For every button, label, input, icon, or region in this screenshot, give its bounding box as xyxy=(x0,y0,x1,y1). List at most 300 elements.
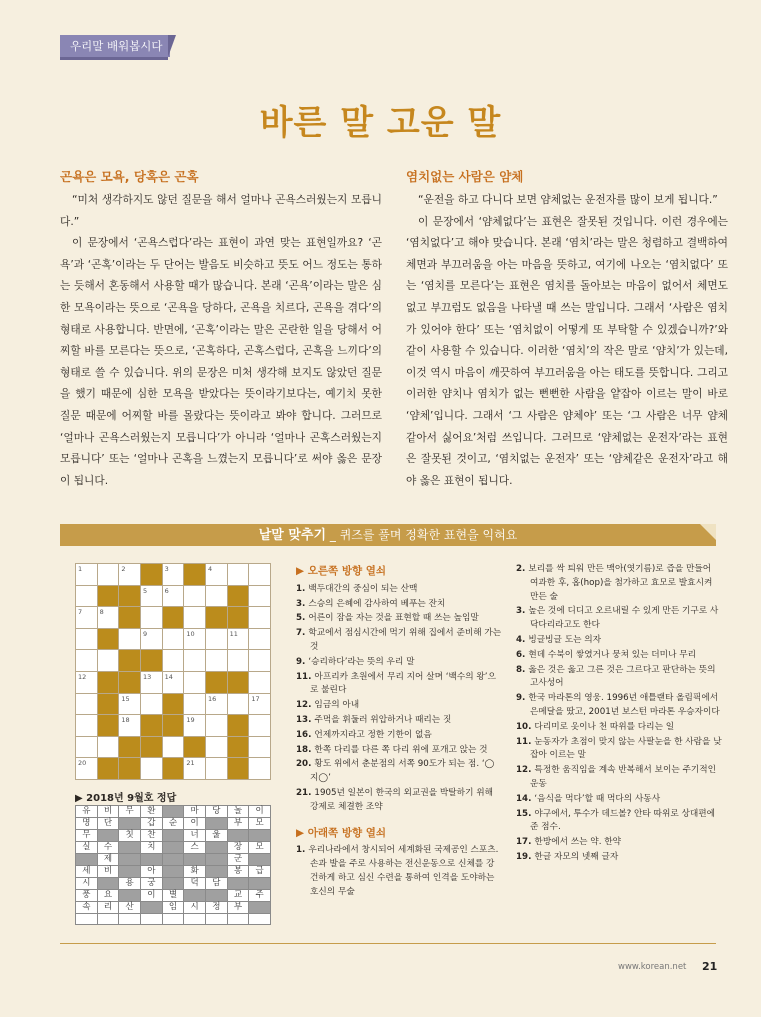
right-article-body: 이 문장에서 ‘얌체없다’는 표현은 잘못된 것입니다. 이런 경우에는 ‘염치없다’고 해야 맞습니다. 본래 ‘염치’라는 말은 청렴하고 결백하여 체면과 부끄러움을 아는 마음을 뜻하고, 여기에 나오는 ‘염치없다’ 또는 ‘염치를 모른다’는 표현은 염치를 돌아보는 마음이 없어서 체면도 없고 부끄럼도 없음을 나타낼 때 쓰는 말입니다. 그래서 ‘사람은 염치가 있어야 한다’ 또는 ‘염치없이 어떻게 또 부탁할 수 있겠습니까?’와 같이 사용할 수 있습니다. 이러한 ‘염치’의 작은 말로 ‘얌치’가 있는데, 이것 역시 마음이 깨끗하여 부끄러움을 아는 태도를 뜻합니다. 그리고 이러한 얌치나 염치가 없는 뻔뻔한 사람을 얕잡아 이르는 말이 바로 ‘얌체’입니다. 그래서 ‘그 사람은 얌체야’ 또는 ‘그 사람은 너무 얌체 같아서 싫어요’처럼 쓰입니다. 그러므로 ‘얌체없는 운전자’라는 표현은 잘못된 것이고, ‘염치없는 운전자’ 또는 ‘얌체같은 운전자’라고 해야 옳은 표현이 됩니다. xyxy=(406,214,728,487)
grid-cell[interactable] xyxy=(206,586,228,608)
answer-cell: 봉 xyxy=(228,866,250,878)
clues-column-left xyxy=(296,563,502,901)
answer-cell: 치 xyxy=(141,842,163,854)
footer-url: www.korean.net xyxy=(618,962,687,972)
clue-number: 8. xyxy=(516,664,529,675)
clue-text: 야구에서, 투수가 데드볼? 안타 따위로 상대편에 준 점수. xyxy=(530,808,716,833)
answer-cell: 요 xyxy=(98,890,120,902)
answer-cell: 이 xyxy=(184,818,206,830)
clue-text: 임금의 아내 xyxy=(314,700,360,711)
grid-cell[interactable] xyxy=(228,629,250,651)
grid-cell-blocked xyxy=(119,607,141,629)
grid-cell-blocked xyxy=(141,715,163,737)
clue-text: 옳은 것은 옳고 그른 것은 그르다고 판단하는 뜻의 고사성어 xyxy=(528,664,716,689)
clue-text: ‘음식을 먹다’할 때 먹다의 사동사 xyxy=(534,793,661,804)
grid-cell[interactable] xyxy=(98,650,120,672)
answer-cell: 이 xyxy=(249,806,271,818)
answer-cell xyxy=(119,914,141,925)
grid-cell[interactable] xyxy=(249,650,271,672)
answer-cell xyxy=(249,902,271,914)
clue-number: 20. xyxy=(296,759,315,770)
answer-cell xyxy=(249,830,271,842)
grid-cell-blocked xyxy=(141,564,163,586)
grid-cell-number: 7 xyxy=(78,608,83,617)
grid-cell[interactable] xyxy=(184,629,206,651)
footer-rule xyxy=(60,943,716,944)
grid-cell[interactable] xyxy=(184,607,206,629)
clues-column-right xyxy=(516,563,722,866)
answer-cell: 칫 xyxy=(119,830,141,842)
answer-cell: 비 xyxy=(98,866,120,878)
answer-cell: 부 xyxy=(228,902,250,914)
grid-cell[interactable] xyxy=(163,586,185,608)
clue-item xyxy=(516,851,722,865)
grid-cell[interactable] xyxy=(119,564,141,586)
answer-cell xyxy=(163,866,185,878)
clue-text: 스승의 은혜에 감사하여 베푸는 잔치 xyxy=(308,598,446,609)
answer-cell xyxy=(184,854,206,866)
grid-cell[interactable] xyxy=(76,607,98,629)
answer-cell xyxy=(141,902,163,914)
grid-cell-blocked xyxy=(119,737,141,759)
answer-cell: 리 xyxy=(98,902,120,914)
answer-cell xyxy=(206,842,228,854)
grid-cell-blocked xyxy=(119,650,141,672)
clue-text: 학교에서 점심시간에 먹기 위해 집에서 준비해 가는 것 xyxy=(308,628,502,652)
grid-cell[interactable] xyxy=(249,586,271,608)
grid-cell[interactable] xyxy=(163,737,185,759)
down-clue-list xyxy=(516,563,722,865)
clue-item xyxy=(296,729,502,743)
grid-cell[interactable] xyxy=(76,672,98,694)
right-article-quote: “운전을 하고 다니다 보면 얌체없는 운전자를 많이 보게 됩니다.” xyxy=(418,193,718,206)
grid-cell-number: 11 xyxy=(229,629,238,638)
answer-cell: 군 xyxy=(228,854,250,866)
clue-item xyxy=(296,627,502,655)
grid-cell-blocked xyxy=(119,758,141,780)
answer-cell: 모 xyxy=(249,842,271,854)
answer-cell: 당 xyxy=(206,806,228,818)
clue-item xyxy=(296,656,502,670)
answer-cell: 부 xyxy=(228,818,250,830)
answer-cell: 세 xyxy=(76,866,98,878)
grid-cell[interactable] xyxy=(76,694,98,716)
clue-item xyxy=(516,563,722,604)
across-heading: ▶ 오른쪽 방향 열쇠 xyxy=(296,565,387,577)
answer-cell: 시 xyxy=(184,902,206,914)
grid-cell-blocked xyxy=(119,586,141,608)
answer-cell: 별 xyxy=(163,890,185,902)
grid-cell-number: 4 xyxy=(207,565,213,573)
grid-cell[interactable] xyxy=(163,650,185,672)
grid-cell-blocked xyxy=(98,694,120,716)
clue-number: 12. xyxy=(516,765,535,776)
answer-cell: 궁 xyxy=(141,878,163,890)
clue-number: 6. xyxy=(516,649,529,660)
grid-cell[interactable] xyxy=(228,650,250,672)
answer-cell xyxy=(119,866,141,878)
clue-number: 11. xyxy=(516,736,535,747)
clue-item xyxy=(516,764,722,792)
answer-cell: 정 xyxy=(206,902,228,914)
clue-item xyxy=(516,664,722,692)
grid-cell[interactable] xyxy=(206,758,228,780)
grid-cell[interactable] xyxy=(163,629,185,651)
clue-item xyxy=(516,836,722,850)
answer-cell xyxy=(184,890,206,902)
grid-cell-blocked xyxy=(119,672,141,694)
grid-cell[interactable] xyxy=(249,607,271,629)
grid-cell-blocked xyxy=(184,737,206,759)
clue-text: 보리를 싹 틔워 만든 맥아(엿기름)로 즙을 만들어 여과한 후, 홉(hop)을 첨가하고 효모로 발효시켜 만든 술 xyxy=(528,564,713,602)
clue-text: 우리나라에서 창시되어 세계화된 국제공인 스포츠. 손과 발을 주로 사용하는 전신운동으로 신체를 강건하게 하고 심신 수련을 통하여 인격을 도야하는 호신의 무술 xyxy=(308,845,499,897)
grid-cell-number: 20 xyxy=(78,759,87,768)
clue-text: 높은 것에 디디고 오르내릴 수 있게 만든 기구로 사닥다리라고도 한다 xyxy=(528,606,719,631)
right-article-heading: 염치없는 사람은 얌체 xyxy=(406,169,524,184)
grid-cell[interactable] xyxy=(206,737,228,759)
clue-text: 현데 수북이 쌓였거나 뭉쳐 있는 더미나 무리 xyxy=(528,649,697,660)
answer-cell xyxy=(163,854,185,866)
across-clue-list xyxy=(296,583,502,815)
answer-cell: 무 xyxy=(76,830,98,842)
grid-cell-number: 18 xyxy=(121,716,130,725)
clue-text: 한쪽 다리를 다른 쪽 다리 위에 포개고 앉는 것 xyxy=(314,744,488,755)
answer-cell xyxy=(163,914,185,925)
grid-cell[interactable] xyxy=(249,715,271,737)
clue-text: 황도 위에서 춘분점의 서쪽 90도가 되는 점. ‘◯지◯’ xyxy=(310,759,495,784)
grid-cell-blocked xyxy=(228,586,250,608)
answer-cell: 풍 xyxy=(76,890,98,902)
grid-cell-blocked xyxy=(228,672,250,694)
grid-cell-blocked xyxy=(98,586,120,608)
clue-number: 9. xyxy=(296,656,309,667)
clue-number: 9. xyxy=(516,693,529,704)
answer-cell: 주 xyxy=(249,890,271,902)
clue-number: 5. xyxy=(296,613,309,624)
answer-cell: 교 xyxy=(228,890,250,902)
clue-number: 15. xyxy=(516,808,535,819)
grid-cell[interactable] xyxy=(141,586,163,608)
grid-cell[interactable] xyxy=(206,694,228,716)
answer-cell: 놀 xyxy=(228,806,250,818)
grid-cell[interactable] xyxy=(184,672,206,694)
answer-cell xyxy=(98,914,120,925)
grid-cell-blocked xyxy=(98,629,120,651)
grid-cell-number: 14 xyxy=(164,673,173,681)
clue-text: 언제까지라고 정한 기한이 없음 xyxy=(314,729,432,740)
grid-cell-number: 15 xyxy=(121,694,130,703)
grid-cell-blocked xyxy=(228,737,250,759)
down-clue-list-first xyxy=(296,844,502,899)
clue-text: 어른이 잠을 자는 것을 표현할 때 쓰는 높임말 xyxy=(308,613,479,624)
grid-cell[interactable] xyxy=(184,758,206,780)
answer-cell: 환 xyxy=(141,806,163,818)
grid-cell-number: 13 xyxy=(142,673,152,681)
answer-cell: 실 xyxy=(76,842,98,854)
answer-cell: 임 xyxy=(163,902,185,914)
answer-cell xyxy=(141,854,163,866)
answer-cell: 이 xyxy=(141,890,163,902)
grid-cell[interactable] xyxy=(76,715,98,737)
answer-cell: 울 xyxy=(206,830,228,842)
clue-number: 7. xyxy=(296,628,309,639)
answer-cell: 무 xyxy=(119,806,141,818)
grid-cell-blocked xyxy=(163,758,185,780)
answer-cell xyxy=(206,854,228,866)
clue-item xyxy=(296,787,502,815)
grid-cell[interactable] xyxy=(76,564,98,586)
grid-cell[interactable] xyxy=(76,737,98,759)
clue-number: 2. xyxy=(516,564,529,574)
answer-cell xyxy=(119,842,141,854)
clue-number: 19. xyxy=(516,851,535,862)
answer-cell: 용 xyxy=(119,878,141,890)
left-article xyxy=(60,168,382,491)
grid-cell-number: 8 xyxy=(99,608,104,617)
grid-cell-blocked xyxy=(163,694,185,716)
clue-item xyxy=(296,583,502,597)
puzzle-banner xyxy=(60,524,716,546)
clue-text: 특정한 움직임을 계속 반복해서 보이는 주기적인 운동 xyxy=(530,765,717,789)
grid-cell[interactable] xyxy=(184,586,206,608)
answer-cell: 스 xyxy=(184,842,206,854)
answer-cell xyxy=(206,890,228,902)
clue-number: 1. xyxy=(296,845,309,856)
answer-cell xyxy=(249,878,271,890)
answer-cell: 수 xyxy=(98,842,120,854)
clue-number: 14. xyxy=(516,793,535,804)
grid-cell[interactable] xyxy=(163,564,185,586)
grid-cell-number: 9 xyxy=(142,629,148,638)
grid-cell-blocked xyxy=(206,672,228,694)
grid-cell[interactable] xyxy=(76,650,98,672)
down-heading: ▶ 아래쪽 방향 열쇠 xyxy=(296,826,387,839)
puzzle-banner-subtitle: _ 퀴즈를 풀며 정확한 표현을 익혀요 xyxy=(329,528,518,542)
grid-cell[interactable] xyxy=(249,737,271,759)
page-number: 21 xyxy=(702,960,718,973)
answer-cell: 아 xyxy=(141,866,163,878)
grid-cell-number: 19 xyxy=(186,716,195,725)
grid-cell[interactable] xyxy=(76,758,98,780)
grid-cell[interactable] xyxy=(76,586,98,608)
grid-cell-number: 10 xyxy=(186,629,195,638)
clue-item xyxy=(516,605,722,633)
section-tag-shadow xyxy=(168,35,176,57)
answer-cell xyxy=(228,878,250,890)
answer-cell xyxy=(163,830,185,842)
answer-cell xyxy=(249,914,271,925)
answer-cell xyxy=(206,866,228,878)
answer-cell: 마 xyxy=(184,806,206,818)
grid-cell-blocked xyxy=(98,715,120,737)
answer-cell xyxy=(76,854,98,866)
answer-cell xyxy=(206,914,228,925)
left-article-quote: “미처 생각하지도 않던 질문을 해서 얼마나 곤욕스러웠는지 모릅니다.” xyxy=(60,193,382,228)
answer-cell: 속 xyxy=(76,902,98,914)
grid-cell-blocked xyxy=(228,715,250,737)
clue-text: 눈동자가 초점이 맞지 않는 사팔눈을 한 사람을 낮잡아 이르는 말 xyxy=(530,736,722,761)
grid-cell[interactable] xyxy=(206,715,228,737)
clue-item xyxy=(296,758,502,786)
clue-item xyxy=(296,598,502,612)
answer-cell xyxy=(119,854,141,866)
clue-number: 11. xyxy=(296,671,315,682)
clue-text: 한글 자모의 넷째 글자 xyxy=(534,851,619,862)
answer-title: ▶ 2018년 9월호 정답 xyxy=(75,793,177,804)
grid-cell[interactable] xyxy=(141,694,163,716)
answer-cell: 순 xyxy=(163,818,185,830)
grid-cell[interactable] xyxy=(249,758,271,780)
clue-item xyxy=(516,736,722,764)
grid-cell[interactable] xyxy=(119,629,141,651)
clue-text: 빙글빙글 도는 의자 xyxy=(528,634,602,645)
grid-cell[interactable] xyxy=(249,694,271,716)
grid-cell[interactable] xyxy=(184,694,206,716)
answer-cell xyxy=(119,818,141,830)
answer-cell xyxy=(163,878,185,890)
clue-item xyxy=(296,744,502,758)
puzzle-banner-title: 낱말 맞추기 xyxy=(258,528,327,543)
clue-number: 21. xyxy=(296,787,315,798)
crossword-grid xyxy=(75,563,271,780)
clue-item xyxy=(516,692,722,720)
clue-item xyxy=(296,714,502,728)
grid-cell-number: 17 xyxy=(251,694,260,703)
grid-cell[interactable] xyxy=(206,650,228,672)
grid-cell[interactable] xyxy=(141,607,163,629)
grid-cell[interactable] xyxy=(206,629,228,651)
grid-cell-blocked xyxy=(141,737,163,759)
answer-cell: 명 xyxy=(76,818,98,830)
grid-cell-blocked xyxy=(98,758,120,780)
grid-cell[interactable] xyxy=(98,737,120,759)
right-article xyxy=(406,168,728,491)
answer-cell: 시 xyxy=(76,878,98,890)
grid-cell[interactable] xyxy=(249,672,271,694)
answer-cell xyxy=(228,914,250,925)
answer-cell: 덕 xyxy=(184,878,206,890)
page-title: 바른 말 고운 말 xyxy=(259,103,502,143)
grid-cell[interactable] xyxy=(119,715,141,737)
clue-number: 3. xyxy=(296,598,309,609)
grid-cell[interactable] xyxy=(141,758,163,780)
answer-cell: 담 xyxy=(206,878,228,890)
clue-item xyxy=(296,699,502,713)
clue-number: 1. xyxy=(296,583,309,594)
grid-cell-blocked xyxy=(141,650,163,672)
banner-corner-fold xyxy=(700,524,716,540)
answer-cell: 단 xyxy=(98,818,120,830)
answer-cell xyxy=(163,842,185,854)
answer-cell: 찬 xyxy=(141,830,163,842)
answer-cell: 산 xyxy=(119,902,141,914)
clue-text: ‘승리하다’라는 뜻의 우리 말 xyxy=(308,656,415,667)
clue-number: 4. xyxy=(516,634,529,645)
grid-cell[interactable] xyxy=(141,672,163,694)
clue-text: 아프리카 초원에서 무리 지어 살며 ‘백수의 왕’으로 불린다 xyxy=(310,671,496,696)
section-tag: 우리말 배워봅시다 xyxy=(60,35,170,57)
clue-item xyxy=(516,793,722,807)
clue-number: 17. xyxy=(516,837,535,848)
grid-cell-blocked xyxy=(98,672,120,694)
clue-number: 18. xyxy=(296,744,315,755)
answer-cell xyxy=(228,830,250,842)
answer-cell: 장 xyxy=(228,842,250,854)
section-tag-underline xyxy=(60,57,168,60)
grid-cell-blocked xyxy=(206,607,228,629)
answer-cell: 너 xyxy=(184,830,206,842)
clue-text: 한국 마라톤의 영웅. 1996년 애틀랜타 올림픽에서 은메달을 땄고, 2001년 보스턴 마라톤 우승자이다 xyxy=(528,693,720,717)
grid-cell[interactable] xyxy=(228,694,250,716)
clue-item xyxy=(516,649,722,663)
answer-cell xyxy=(98,878,120,890)
grid-cell[interactable] xyxy=(249,564,271,586)
grid-cell-blocked xyxy=(228,607,250,629)
clue-number: 16. xyxy=(296,729,315,740)
answer-grid xyxy=(75,805,271,925)
clue-number: 13. xyxy=(296,714,315,725)
grid-cell[interactable] xyxy=(228,564,250,586)
clue-item xyxy=(516,634,722,648)
answer-cell xyxy=(163,806,185,818)
answer-cell: 급 xyxy=(249,866,271,878)
grid-cell[interactable] xyxy=(184,650,206,672)
grid-cell[interactable] xyxy=(249,629,271,651)
grid-cell-number: 6 xyxy=(164,586,169,595)
clue-item xyxy=(516,808,722,836)
grid-cell[interactable] xyxy=(163,672,185,694)
grid-cell-blocked xyxy=(163,715,185,737)
grid-cell-number: 1 xyxy=(78,565,83,573)
grid-cell-number: 16 xyxy=(207,694,217,703)
answer-cell xyxy=(76,914,98,925)
answer-cell: 유 xyxy=(76,806,98,818)
grid-cell-number: 3 xyxy=(164,565,169,573)
clue-number: 3. xyxy=(516,606,529,617)
answer-cell: 비 xyxy=(98,806,120,818)
grid-cell-blocked xyxy=(163,607,185,629)
grid-cell[interactable] xyxy=(76,629,98,651)
clue-text: 다리미로 옷이나 천 따위를 다리는 일 xyxy=(534,721,675,732)
grid-cell-blocked xyxy=(228,758,250,780)
clue-text: 백두대간의 중심이 되는 산맥 xyxy=(308,583,418,594)
clue-item xyxy=(296,844,502,899)
clue-text: 한방에서 쓰는 약. 한약 xyxy=(534,837,621,848)
grid-cell-number: 21 xyxy=(186,759,195,768)
grid-cell-number: 12 xyxy=(78,673,87,681)
grid-cell[interactable] xyxy=(184,715,206,737)
clue-item xyxy=(296,671,502,699)
answer-cell: 모 xyxy=(249,818,271,830)
answer-cell xyxy=(206,818,228,830)
left-article-heading: 곤욕은 모욕, 당혹은 곤혹 xyxy=(60,169,199,184)
grid-cell-number: 2 xyxy=(121,565,126,573)
grid-cell[interactable] xyxy=(119,694,141,716)
grid-cell[interactable] xyxy=(206,564,228,586)
answer-cell: 제 xyxy=(98,854,120,866)
clue-text: 1905년 일본이 한국의 외교권을 박탈하기 위해 강제로 체결한 조약 xyxy=(310,787,494,812)
clue-item xyxy=(296,612,502,626)
answer-cell: 화 xyxy=(184,866,206,878)
answer-cell xyxy=(98,830,120,842)
grid-cell[interactable] xyxy=(98,564,120,586)
answer-cell xyxy=(184,914,206,925)
answer-cell xyxy=(141,914,163,925)
grid-cell[interactable] xyxy=(141,629,163,651)
grid-cell[interactable] xyxy=(98,607,120,629)
clue-text: 주먹을 휘둘러 위압하거나 때리는 짓 xyxy=(314,714,452,725)
answer-cell xyxy=(119,890,141,902)
